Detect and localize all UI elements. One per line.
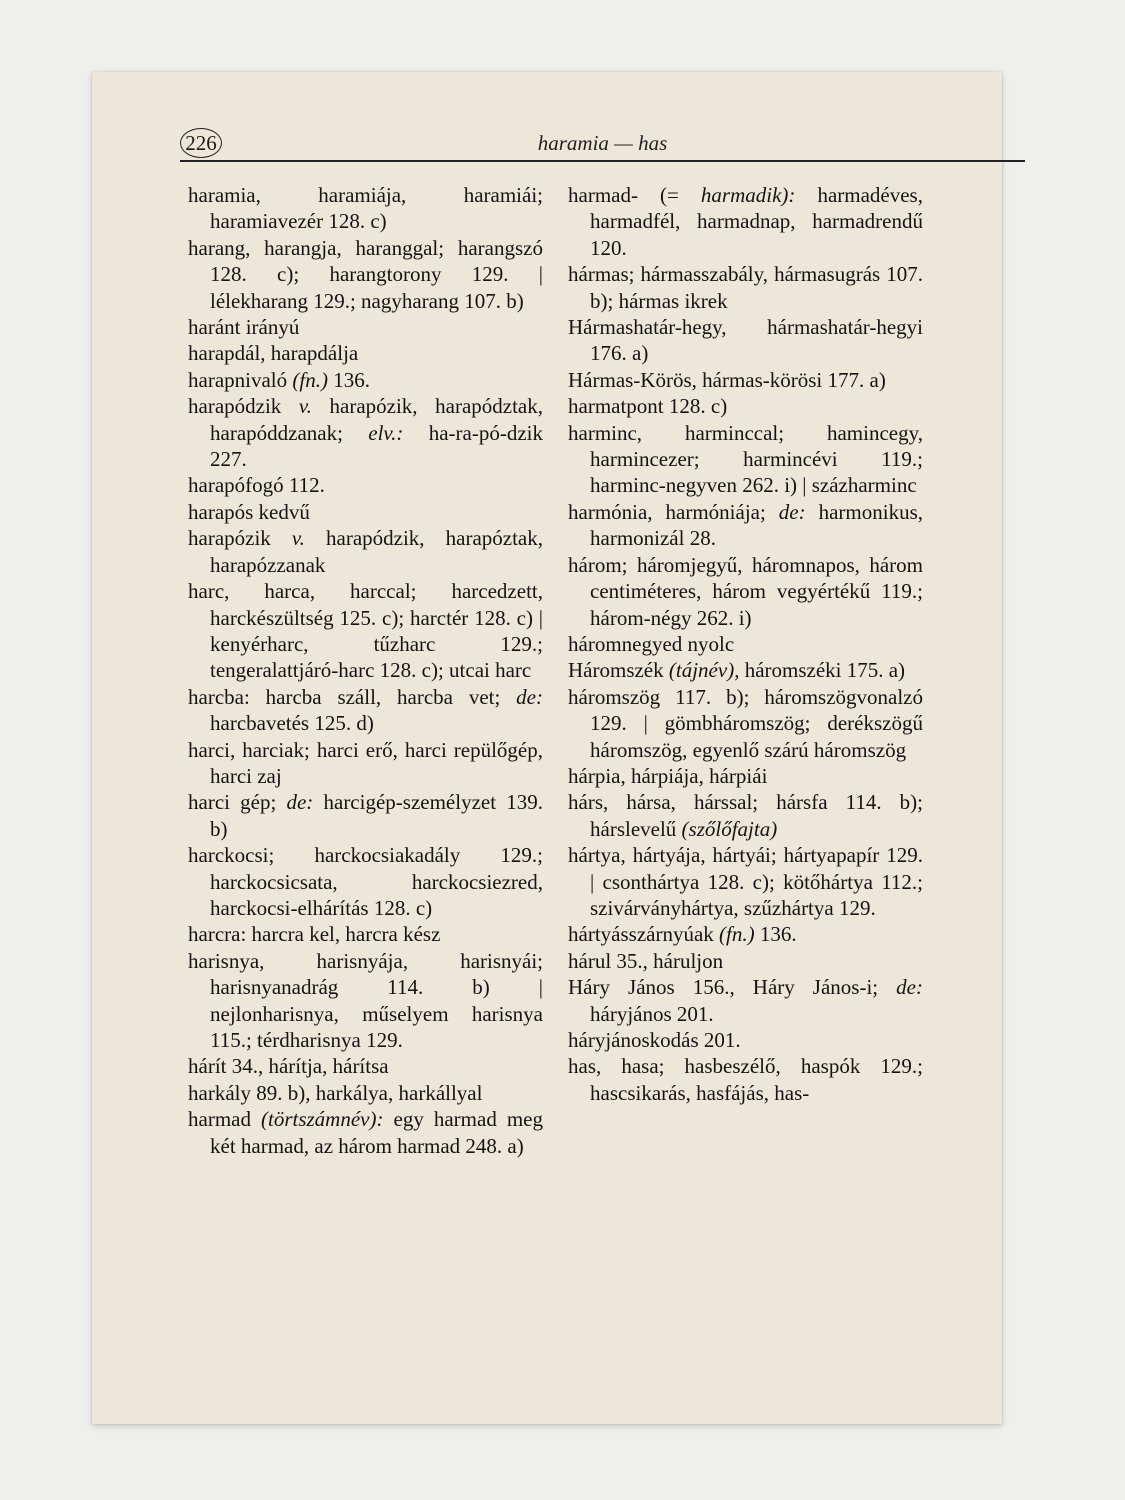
- entry-italic-segment: (fn.): [292, 367, 328, 392]
- entry-text-segment: harapnivaló: [188, 367, 293, 392]
- entry-text-segment: harkály 89. b), harkálya, harkállyal: [188, 1080, 483, 1105]
- dictionary-entry: [188, 314, 543, 340]
- entry-text-segment: harapózik, harapództak, harapóddzanak;: [210, 394, 543, 445]
- dictionary-entry: [568, 1027, 923, 1053]
- dictionary-entry: [188, 525, 543, 578]
- entry-text-segment: harmatpont 128. c): [568, 394, 728, 419]
- entry-text-segment: Háromszék: [568, 658, 669, 683]
- entry-text-segment: háryjánoskodás 201.: [568, 1028, 741, 1052]
- entry-text-segment: harcra: harcra kel, harcra kész: [188, 922, 441, 947]
- dictionary-entry: [568, 1053, 923, 1106]
- dictionary-entry: [568, 261, 923, 314]
- entry-italic-segment: (törtszámnév):: [261, 1107, 384, 1132]
- dictionary-entry: [568, 763, 923, 789]
- running-head: haramia — has: [537, 131, 668, 155]
- dictionary-entry: [568, 393, 923, 419]
- entry-text-segment: harapdál, harapdálja: [188, 341, 359, 366]
- entry-text-segment: háromszéki 175. a): [739, 658, 906, 683]
- dictionary-entry: [188, 367, 543, 393]
- right-column: [568, 182, 923, 1106]
- dictionary-entry: [188, 1080, 543, 1106]
- entry-text-segment: harcbavetés 125. d): [210, 711, 374, 736]
- entry-text-segment: harapódzik: [188, 394, 299, 419]
- entry-text-segment: harci gép;: [188, 790, 287, 815]
- entry-text-segment: háromnegyed nyolc: [568, 631, 735, 656]
- entry-text-segment: harisnya, harisnyája, harisnyái; harisnyanadrág 114. b) | nejlonharisnya, műselyem harisnya 115.; térdharisnya 129.: [188, 948, 543, 1052]
- entry-text-segment: harminc, harminccal; hamincegy, harmincezer; harmincévi 119.; harminc-negyven 262. i) | százharminc: [568, 420, 923, 498]
- dictionary-entry: [188, 789, 543, 842]
- entry-text-segment: harci, harciak; harci erő, harci repülőgép, harci zaj: [188, 737, 543, 788]
- entry-text-segment: harmonikus, harmonizál 28.: [590, 499, 923, 551]
- entry-text-segment: haramia, haramiája, haramiái; haramiavezér 128. c): [188, 183, 543, 234]
- entry-text-segment: harcba: harcba száll, harcba vet;: [188, 684, 517, 709]
- dictionary-entry: [188, 499, 543, 525]
- entry-italic-segment: (fn.): [719, 922, 755, 947]
- dictionary-entry: [188, 235, 543, 314]
- dictionary-entry: [188, 340, 543, 366]
- entry-text-segment: harmónia, harmóniája;: [568, 499, 779, 524]
- dictionary-entry: [188, 842, 543, 921]
- dictionary-entry: [568, 552, 923, 631]
- entry-text-segment: harapófogó 112.: [188, 473, 325, 498]
- dictionary-entry: [188, 1053, 543, 1079]
- entry-text-segment: ha-ra-pó-dzik 227.: [210, 420, 543, 472]
- dictionary-entry: [568, 314, 923, 367]
- entry-text-segment: harmad: [188, 1107, 261, 1132]
- left-column: [188, 182, 543, 1159]
- dictionary-entry: [568, 420, 923, 499]
- dictionary-entry: [568, 631, 923, 657]
- entry-text-segment: hárul 35., háruljon: [568, 948, 724, 973]
- entry-italic-segment: de:: [286, 790, 314, 815]
- entry-text-segment: 136.: [754, 922, 797, 947]
- dictionary-entry: [188, 684, 543, 737]
- dictionary-entry: [188, 948, 543, 1054]
- entry-italic-segment: (szőlőfajta): [681, 816, 778, 841]
- entry-text-segment: háromszög 117. b); háromszögvonalzó 129. | gömbháromszög; derékszögű háromszög, egyenlő szárú háromszög: [568, 684, 923, 762]
- entry-text-segment: harckocsi; harckocsiakadály 129.; harckocsicsata, harckocsiezred, harckocsi-elhárítás 128. c): [188, 843, 543, 920]
- dictionary-entry: [568, 842, 923, 921]
- entry-text-segment: Hármashatár-hegy, hármashatár-hegyi 176. a): [568, 315, 923, 366]
- page-number: 226: [180, 128, 222, 158]
- dictionary-entry: [568, 367, 923, 393]
- entry-italic-segment: (tájnév),: [668, 658, 740, 683]
- entry-text-segment: hárít 34., hárítja, hárítsa: [188, 1054, 389, 1079]
- entry-italic-segment: elv.:: [368, 420, 404, 445]
- dictionary-entry: [568, 921, 923, 947]
- dictionary-entry: [568, 182, 923, 261]
- dictionary-entry: [188, 393, 543, 472]
- dictionary-entry: [188, 472, 543, 498]
- entry-text-segment: egy harmad meg két harmad, az három harmad 248. a): [210, 1107, 543, 1158]
- entry-text-segment: harapódzik, harapóztak, harapózzanak: [210, 526, 543, 577]
- entry-text-segment: hártyásszárnyúak: [568, 922, 720, 947]
- dictionary-entry: [568, 499, 923, 552]
- entry-text-segment: hárs, hársa, hárssal; hársfa 114. b); hárslevelű: [568, 790, 923, 841]
- entry-text-segment: Hármas-Körös, hármas-körösi 177. a): [568, 367, 886, 392]
- entry-italic-segment: harmadik):: [700, 183, 796, 207]
- entry-text-segment: haránt irányú: [188, 315, 300, 340]
- dictionary-entry: [568, 684, 923, 763]
- dictionary-entry: [188, 1106, 543, 1159]
- entry-text-segment: harcigép-személyzet 139. b): [210, 790, 543, 841]
- entry-text-segment: háryjános 201.: [590, 1001, 714, 1026]
- entry-text-segment: harc, harca, harccal; harcedzett, harckészültség 125. c); harctér 128. c) | kenyérharc, tűzharc 129.; tengeralattjáró-harc 128. c); utcai harc: [188, 579, 543, 683]
- entry-text-segment: hármas; hármasszabály, hármasugrás 107. b); hármas ikrek: [568, 262, 923, 313]
- dictionary-entry: [568, 789, 923, 842]
- entry-italic-segment: v.: [291, 526, 305, 551]
- entry-text-segment: harapózik: [188, 526, 292, 551]
- dictionary-entry: [568, 657, 923, 683]
- entry-text-segment: harapós kedvű: [188, 499, 310, 524]
- book-page: [92, 72, 1002, 1424]
- entry-text-segment: harang, harangja, haranggal; harangszó 128. c); harangtorony 129. | lélekharang 129.; nagyharang 107. b): [188, 235, 543, 313]
- entry-text-segment: 136.: [327, 367, 370, 392]
- dictionary-entry: [188, 921, 543, 947]
- entry-italic-segment: de:: [778, 499, 806, 524]
- entry-text-segment: has, hasa; hasbeszélő, haspók 129.; hascsikarás, hasfájás, has-: [568, 1054, 923, 1105]
- entry-italic-segment: de:: [516, 684, 543, 709]
- dictionary-entry: [568, 948, 923, 974]
- page-header: [180, 128, 1025, 162]
- entry-text-segment: harmadéves, harmadfél, harmadnap, harmadrendű 120.: [590, 183, 923, 260]
- entry-text-segment: hártya, hártyája, hártyái; hártyapapír 129. | csonthártya 128. c); kötőhártya 112.; szivárványhártya, szűzhártya 129.: [568, 843, 923, 920]
- dictionary-entry: [188, 578, 543, 684]
- dictionary-entry: [568, 974, 923, 1027]
- entry-text-segment: Háry János 156., Háry János-i;: [568, 975, 897, 1000]
- entry-text-segment: három; háromjegyű, háromnapos, három centiméteres, három vegyértékű 119.; három-négy 262. i): [568, 552, 923, 630]
- dictionary-entry: [188, 737, 543, 790]
- entry-italic-segment: de:: [896, 975, 923, 1000]
- entry-text-segment: hárpia, hárpiája, hárpiái: [568, 763, 768, 788]
- entry-text-segment: harmad- (=: [568, 183, 701, 207]
- dictionary-entry: [188, 182, 543, 235]
- entry-italic-segment: v.: [298, 394, 312, 419]
